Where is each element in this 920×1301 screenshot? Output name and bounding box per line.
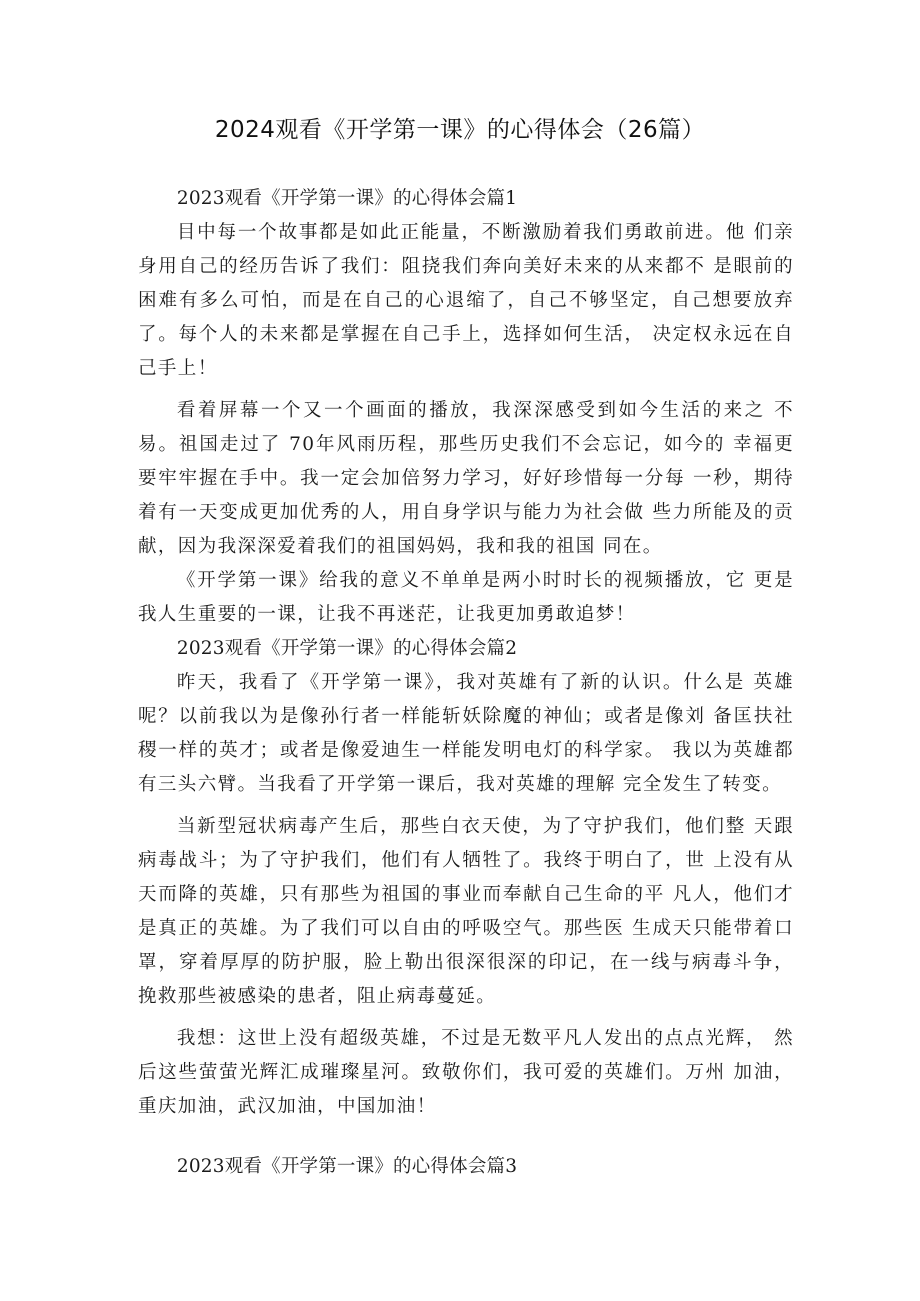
paragraph: 看着屏幕一个又一个画面的播放，我深深感受到如今生活的来之 不易。祖国走过了 70年风雨历程，那些历史我们不会忘记，如今的 幸福更要牢牢握在手中。我一定会加倍努力学习，好好珍惜每一分每 一秒，期待着有一天变成更加优秀的人，用自身学识与能力为社会做 些力所能及的贡献，因为我深深爱着我们的祖国妈妈，我和我的祖国 同在。 [138, 400, 794, 557]
paragraph: 目中每一个故事都是如此正能量，不断激励着我们勇敢前进。他 们亲身用自己的经历告诉了我们：阻挠我们奔向美好未来的从来都不 是眼前的困难有多么可怕，而是在自己的心退缩了，自己不够坚定，自己想要放弃了。每个人的未来都是掌握在自己手上，选择如何生活， 决定权永远在自己手上！ [138, 222, 794, 379]
paragraph: 当新型冠状病毒产生后，那些白衣天使，为了守护我们，他们整 天跟病毒战斗；为了守护我们，他们有人牺牲了。我终于明白了，世 上没有从天而降的英雄，只有那些为祖国的事业而奉献自己生命的平 凡人，他们才是真正的英雄。为了我们可以自由的呼吸空气。那些医 生成天只能带着口罩，穿着厚厚的防护服，脸上勒出很深很深的印记，在一线与病毒斗争，挽救那些被感染的患者，阻止病毒蔓延。 [138, 816, 794, 1007]
paragraph: 昨天，我看了《开学第一课》，我对英雄有了新的认识。什么是 英雄呢？以前我以为是像孙行者一样能斩妖除魔的神仙；或者是像刘 备匡扶社稷一样的英才；或者是像爱迪生一样能发明电灯的科学家。 我以为英雄都有三头六臂。当我看了开学第一课后，我对英雄的理解 完全发生了转变。 [138, 672, 794, 795]
document-body [138, 182, 794, 1184]
section-heading: 2023观看《开学第一课》的心得体会篇1 [176, 188, 518, 209]
section-heading: 2023观看《开学第一课》的心得体会篇2 [176, 638, 518, 659]
document-title: 2024观看《开学第一课》的心得体会（26篇） [214, 117, 706, 143]
section-heading: 2023观看《开学第一课》的心得体会篇3 [176, 1156, 518, 1177]
paragraph: 我想：这世上没有超级英雄，不过是无数平凡人发出的点点光辉， 然后这些萤萤光辉汇成璀璨星河。致敬你们，我可爱的英雄们。万州 加油，重庆加油，武汉加油，中国加油！ [138, 1028, 794, 1117]
paragraph: 《开学第一课》给我的意义不单单是两小时时长的视频播放，它 更是我人生重要的一课，让我不再迷茫，让我更加勇敢追梦！ [138, 570, 794, 625]
